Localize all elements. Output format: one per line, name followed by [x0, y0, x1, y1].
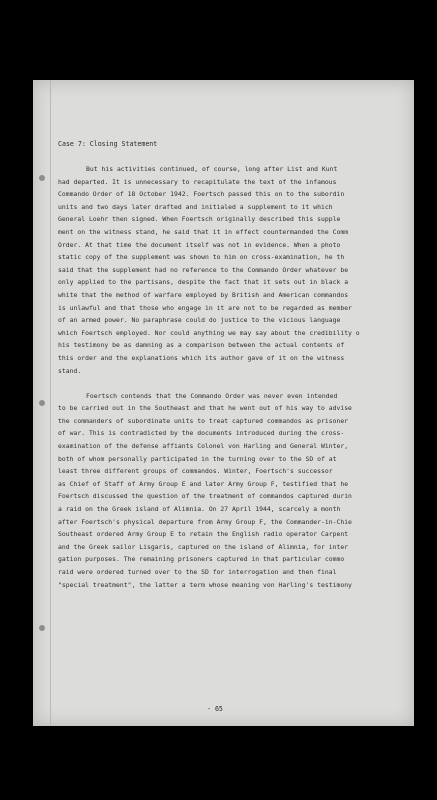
text-line: Southeast ordered Army Group E to retain the English radio operator Carpent: [58, 530, 349, 539]
text-line: Order. At that time the document itself was not in evidence. When a photo: [58, 240, 341, 249]
text-line: of war. This is contradicted by the documents introduced during the cross-: [58, 429, 345, 438]
text-line: gation purposes. The remaining prisoners captured in that particular commo: [58, 555, 345, 564]
page-number: - 65: [207, 705, 223, 713]
text-line: But his activities continued, of course, long after List and Kunt: [86, 165, 338, 173]
text-line: this order and the explanations which its author gave of it on the witness: [58, 353, 345, 362]
text-line: both of whom personally participated in the turning over to the SD of at: [58, 454, 337, 463]
text-line: raid were ordered turned over to the SD for interrogation and then final: [58, 568, 337, 576]
text-line: ment on the witness stand, he said that it in effect countermanded the Comm: [58, 227, 349, 236]
punch-hole: [39, 625, 45, 631]
text-line: said that the supplement had no reference to the Commando Order whatever be: [58, 265, 349, 274]
text-line: General Loehr then signed. When Foertsch originally described this supple: [58, 215, 341, 224]
page-heading: Case 7: Closing Statement: [58, 140, 158, 148]
text-line: white that the method of warfare employed by British and American commandos: [58, 290, 349, 299]
text-line: least three different groups of commandos. Winter, Foertsch's successor: [58, 467, 333, 476]
text-line: had departed. It is unnecessary to recapitulate the text of the infamous: [58, 177, 337, 186]
punch-hole: [39, 175, 45, 181]
text-line: as Chief of Staff of Army Group E and later Army Group F, testified that he: [58, 479, 349, 488]
text-line: static copy of the supplement was shown to him on cross-examination, he th: [58, 253, 345, 262]
text-line: a raid on the Greek island of Alimnia. On 27 April 1944, scarcely a month: [58, 505, 341, 514]
text-line: units and two days later drafted and initialed a supplement to it which: [58, 202, 333, 211]
document-body: [58, 163, 413, 591]
text-line: Foertsch contends that the Commando Order was never even intended: [86, 391, 338, 400]
text-line: Commando Order of 18 October 1942. Foertsch passed this on to the subordin: [58, 190, 345, 199]
page-margin-line: [50, 80, 51, 726]
text-line: Foertsch discussed the question of the treatment of commandos captured durin: [58, 492, 352, 501]
text-line: only applied to the partisans, despite the fact that it sets out in black a: [58, 278, 349, 287]
text-line: his testimony be as damning as a comparison between the actual contents of: [58, 341, 345, 350]
text-line: is unlawful and that those who engage in it are not to be regarded as member: [58, 303, 352, 312]
text-line: of an armed power. No paraphrase could do justice to the vicious language: [58, 316, 341, 325]
paragraph-gap: [58, 377, 413, 390]
scan-border: [0, 726, 437, 800]
text-line: which Foertsch employed. Nor could anything we may say about the credibility o: [58, 328, 360, 337]
text-line: after Foertsch's physical departure from Army Group F, the Commander-in-Chie: [58, 517, 352, 526]
text-line: the commanders of subordinate units to treat captured commandos as prisoner: [58, 416, 349, 425]
text-line: and the Greek sailor Lisgaris, captured on the island of Alimnia, for inter: [58, 542, 349, 551]
text-line: "special treatment", the latter a term whose meaning von Harling's testimony: [58, 580, 352, 589]
text-line: examination of the defense affiants Colonel von Harling and General Winter,: [58, 442, 349, 451]
punch-hole: [39, 400, 45, 406]
text-line: stand.: [58, 366, 82, 375]
text-line: to be carried out in the Southeast and that he went out of his way to advise: [58, 404, 352, 413]
